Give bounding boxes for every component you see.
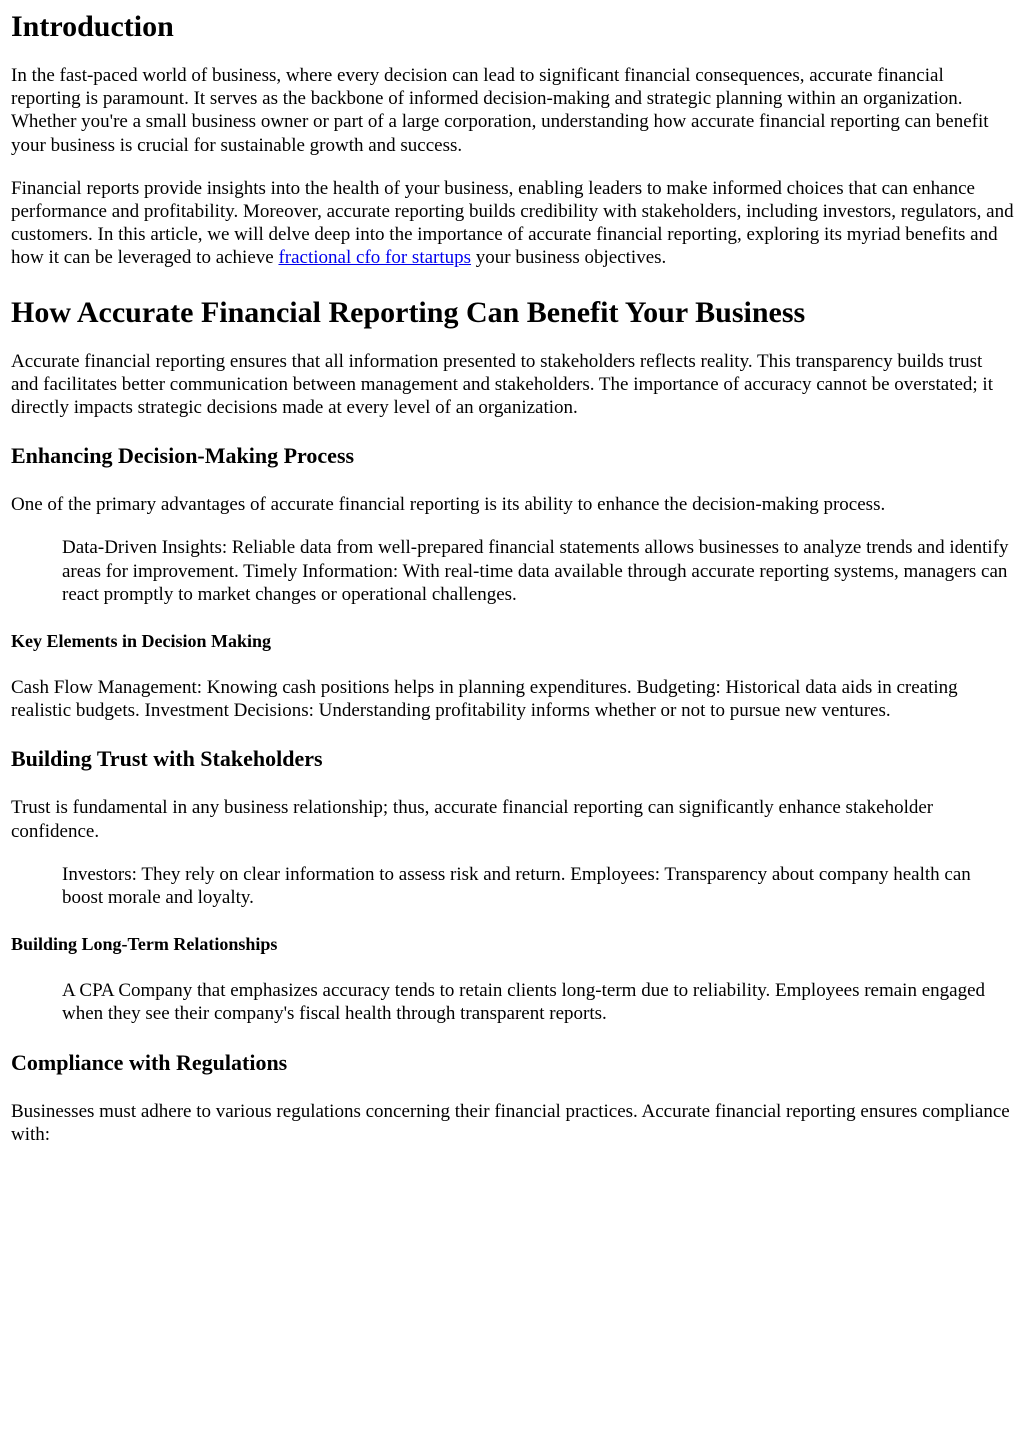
intro-paragraph-2 <box>11 177 1014 270</box>
heading-introduction: Introduction <box>11 10 174 43</box>
long-term-quote: A CPA Company that emphasizes accuracy tends to retain clients long-term due to reliability. Employees remain engaged when they see their company's fiscal health through transparent reports. <box>62 980 986 1025</box>
trust-paragraph: Trust is fundamental in any business relationship; thus, accurate financial reporting can significantly enhance stakeholder confidence. <box>11 797 934 842</box>
heading-benefits: How Accurate Financial Reporting Can Benefit Your Business <box>11 295 806 329</box>
intro-paragraph-1: In the fast-paced world of business, where every decision can lead to significant financial consequences, accurate financial reporting is paramount. It serves as the backbone of informed decision-making and strategic planning within an organization. Whether you're a small business owner or part of a large corporation, understanding how accurate financial reporting can benefit your business is crucial for sustainable growth and success. <box>11 65 989 156</box>
intro-paragraph-2-text-before: Financial reports provide insights into the health of your business, enabling leaders to make informed choices that can enhance performance and profitability. Moreover, accurate reporting builds credibility with stakeholders, including investors, regulators, and customers. In this article, we will delve deep into the importance of accurate financial reporting, exploring its myriad benefits and how it can be leveraged to achieve <box>11 177 1014 269</box>
heading-compliance: Compliance with Regulations <box>11 1049 288 1075</box>
intro-paragraph-2-text-after: your business objectives. <box>471 247 667 269</box>
heading-long-term: Building Long-Term Relationships <box>11 934 278 955</box>
fractional-cfo-link[interactable]: fractional cfo for startups <box>278 247 472 269</box>
heading-decision-making: Enhancing Decision-Making Process <box>11 443 355 469</box>
benefits-paragraph: Accurate financial reporting ensures that all information presented to stakeholders reflects reality. This transparency builds trust and facilitates better communication between management and stakeholders. The importance of accuracy cannot be overstated; it directly impacts strategic decisions made at every level of an organization. <box>11 350 993 419</box>
decision-quote: Data-Driven Insights: Reliable data from well-prepared financial statements allows businesses to analyze trends and identify areas for improvement. Timely Information: With real-time data available through accurate reporting systems, managers can react promptly to market changes or operational challenges. <box>62 537 1009 605</box>
key-elements-paragraph: Cash Flow Management: Knowing cash positions helps in planning expenditures. Budgeting: Historical data aids in creating realistic budgets. Investment Decisions: Understanding profitability informs whether or not to pursue new ventures. <box>11 677 958 722</box>
decision-paragraph: One of the primary advantages of accurate financial reporting is its ability to enhance the decision-making process. <box>11 494 886 516</box>
compliance-paragraph: Businesses must adhere to various regulations concerning their financial practices. Accurate financial reporting ensures compliance with: <box>11 1100 1010 1145</box>
heading-trust: Building Trust with Stakeholders <box>11 746 323 772</box>
heading-key-elements: Key Elements in Decision Making <box>11 631 271 652</box>
trust-quote: Investors: They rely on clear information to assess risk and return. Employees: Transparency about company health can boost morale and loyalty. <box>62 863 971 909</box>
article <box>0 10 1024 1146</box>
